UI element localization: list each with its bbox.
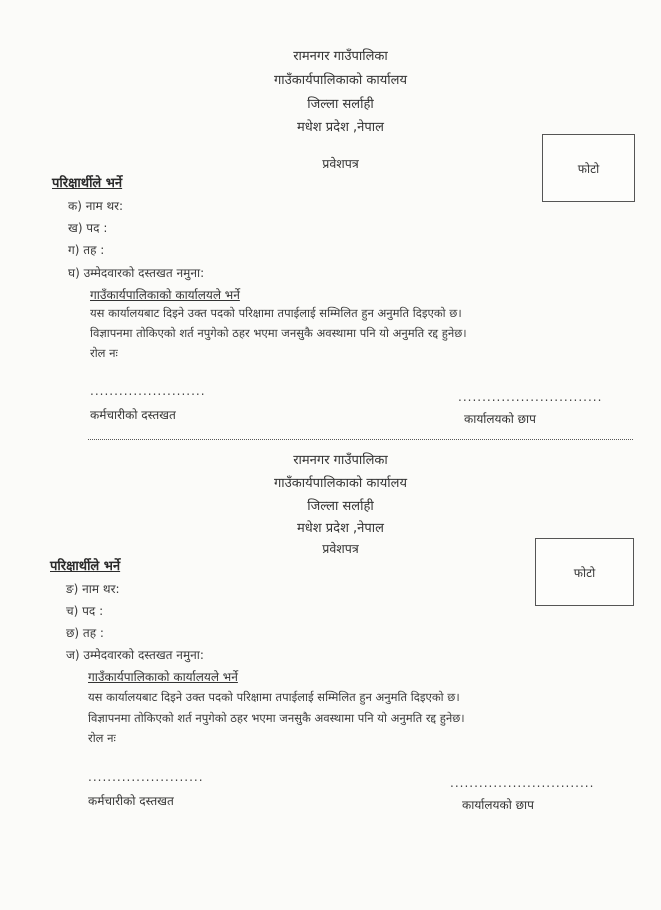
post-field-label: ख) पद : bbox=[68, 221, 108, 235]
candidate-section-label: परिक्षार्थीले भर्ने bbox=[50, 559, 121, 574]
level-field-label: छ) तह : bbox=[66, 626, 104, 640]
staff-signature-line: ........................ bbox=[90, 384, 206, 398]
permission-text: यस कार्यालयबाट दिइने उक्त पदको परिक्षामा तपाईलाई सम्मिलित हुन अनुमति दिइएको छ। bbox=[90, 306, 462, 320]
condition-text: विज्ञापनमा तोकिएको शर्त नपुगेको ठहर भएमा जनसुकै अवस्थामा पनि यो अनुमति रद्द हुनेछ। bbox=[88, 711, 465, 725]
staff-signature-label: कर्मचारीको दस्तखत bbox=[88, 794, 174, 808]
office-section-label: गाउँकार्यपालिकाको कार्यालयले भर्ने bbox=[88, 670, 238, 684]
office-section-label: गाउँकार्यपालिकाको कार्यालयले भर्ने bbox=[90, 288, 240, 302]
header-district: जिल्ला सर्लाही bbox=[307, 97, 374, 112]
signature-sample-label: घ) उम्मेदवारको दस्तखत नमुना: bbox=[68, 266, 205, 280]
roll-number-label: रोल नः bbox=[88, 731, 116, 745]
signature-sample-label: ज) उम्मेदवारको दस्तखत नमुना: bbox=[66, 648, 204, 662]
staff-signature-line: ........................ bbox=[88, 770, 204, 784]
roll-number-label: रोल नः bbox=[90, 346, 118, 360]
header-municipality: रामनगर गाउँपालिका bbox=[293, 453, 388, 468]
photo-label: फोटो bbox=[573, 565, 596, 580]
header-office: गाउँकार्यपालिकाको कार्यालय bbox=[273, 476, 408, 491]
header-province: मधेश प्रदेश ,नेपाल bbox=[297, 521, 384, 536]
header-municipality: रामनगर गाउँपालिका bbox=[293, 49, 388, 64]
office-stamp-label: कार्यालयको छाप bbox=[464, 412, 536, 426]
condition-text: विज्ञापनमा तोकिएको शर्त नपुगेको ठहर भएमा जनसुकै अवस्थामा पनि यो अनुमति रद्द हुनेछ। bbox=[90, 326, 467, 340]
name-field-label: क) नाम थर: bbox=[68, 199, 124, 213]
office-stamp-label: कार्यालयको छाप bbox=[462, 798, 534, 812]
header-province: मधेश प्रदेश ,नेपाल bbox=[297, 120, 384, 135]
office-stamp-line: .............................. bbox=[450, 776, 595, 790]
permission-text: यस कार्यालयबाट दिइने उक्त पदको परिक्षामा तपाईलाई सम्मिलित हुन अनुमति दिइएको छ। bbox=[88, 690, 460, 704]
staff-signature-label: कर्मचारीको दस्तखत bbox=[90, 408, 176, 422]
office-stamp-line: .............................. bbox=[458, 390, 603, 404]
photo-label: फोटो bbox=[577, 161, 600, 176]
candidate-section-label: परिक्षार्थीले भर्ने bbox=[52, 176, 123, 191]
admit-card-title: प्रवेशपत्र bbox=[322, 541, 359, 556]
name-field-label: ङ) नाम थर: bbox=[66, 582, 120, 596]
photo-box bbox=[535, 538, 634, 606]
header-office: गाउँकार्यपालिकाको कार्यालय bbox=[273, 73, 408, 88]
admit-card-title: प्रवेशपत्र bbox=[322, 156, 359, 171]
post-field-label: च) पद : bbox=[66, 604, 104, 618]
header-district: जिल्ला सर्लाही bbox=[307, 499, 374, 514]
level-field-label: ग) तह : bbox=[68, 243, 105, 257]
